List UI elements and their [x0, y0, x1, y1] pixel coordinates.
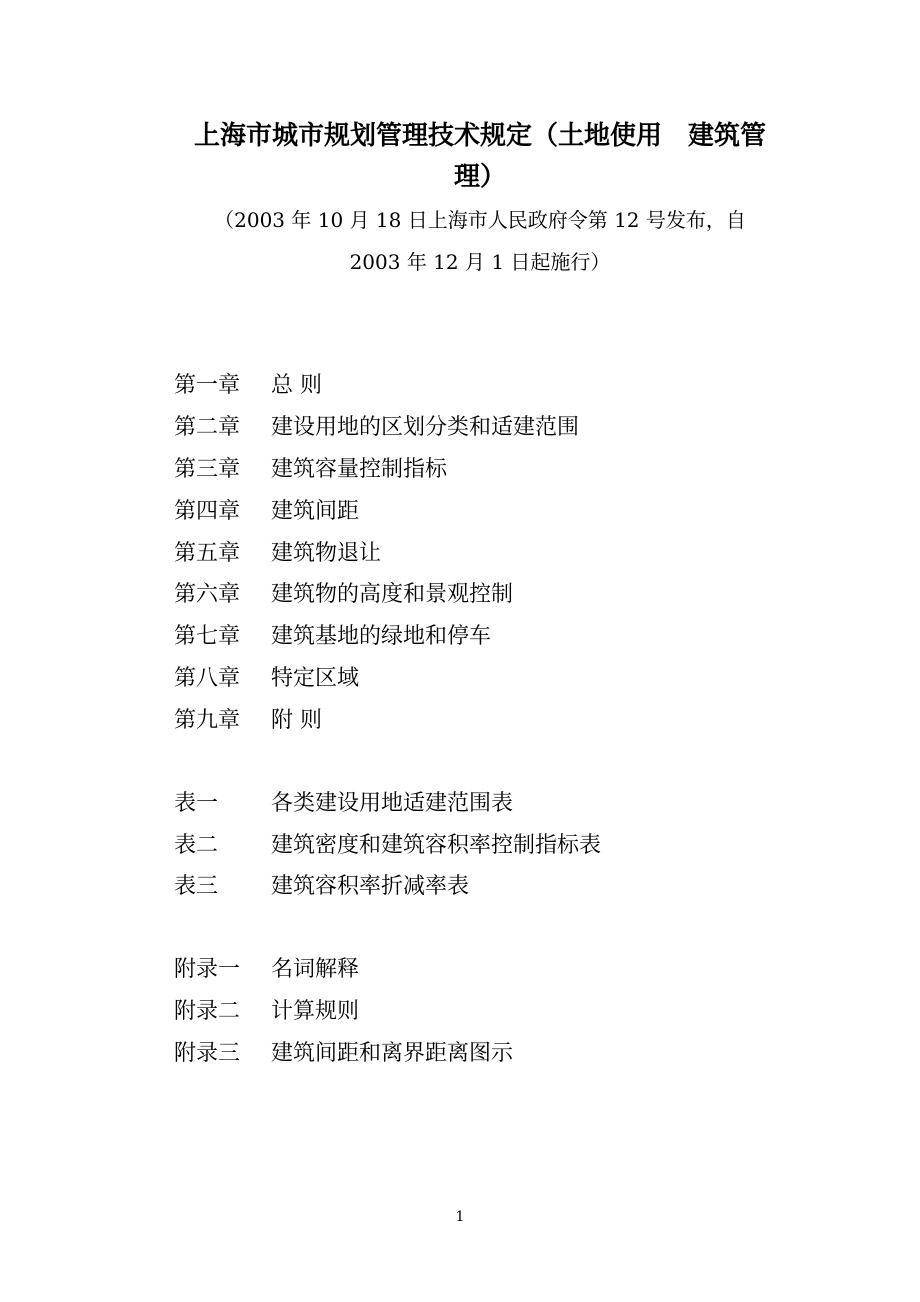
table-name: 建筑容积率折减率表	[271, 874, 470, 899]
document-title-line-2: 理）	[453, 162, 506, 192]
appendix-number: 附录三	[174, 1041, 241, 1066]
table-name: 建筑密度和建筑容积率控制指标表	[271, 833, 602, 858]
table-name: 各类建设用地适建范围表	[271, 791, 514, 816]
chapter-name: 建筑间距	[271, 499, 360, 524]
appendix-number: 附录二	[174, 999, 241, 1024]
chapter-number: 第六章	[174, 582, 241, 607]
document-title-line-1: 上海市城市规划管理技术规定（土地使用 建筑管	[193, 121, 766, 151]
appendix-number: 附录一	[174, 957, 241, 982]
chapter-number: 第一章	[174, 373, 241, 398]
chapter-number: 第四章	[174, 499, 241, 524]
chapter-name: 建筑容量控制指标	[271, 457, 448, 482]
chapter-name: 建筑物的高度和景观控制	[271, 582, 514, 607]
chapter-number: 第五章	[174, 541, 241, 566]
chapter-number: 第二章	[174, 415, 241, 440]
chapter-name: 建筑物退让	[271, 541, 382, 566]
appendix-name: 计算规则	[271, 999, 360, 1024]
chapter-name: 附 则	[271, 708, 322, 733]
table-number: 表二	[174, 833, 219, 858]
appendix-name: 建筑间距和离界距离图示	[271, 1041, 514, 1066]
publication-note-line-2: 2003 年 12 月 1 日起施行）	[349, 250, 611, 274]
chapter-number: 第九章	[174, 708, 241, 733]
table-number: 表一	[174, 791, 219, 816]
chapter-number: 第三章	[174, 457, 241, 482]
chapter-name: 建设用地的区划分类和适建范围	[271, 415, 580, 440]
appendix-name: 名词解释	[271, 957, 360, 982]
chapter-number: 第七章	[174, 624, 241, 649]
chapter-name: 特定区域	[271, 666, 360, 691]
table-number: 表三	[174, 874, 219, 899]
chapter-name: 总 则	[271, 373, 322, 398]
publication-note-line-1: （2003 年 10 月 18 日上海市人民政府令第 12 号发布，自	[214, 208, 746, 232]
chapter-name: 建筑基地的绿地和停车	[271, 624, 492, 649]
page-number: 1	[455, 1209, 465, 1225]
chapter-number: 第八章	[174, 666, 241, 691]
